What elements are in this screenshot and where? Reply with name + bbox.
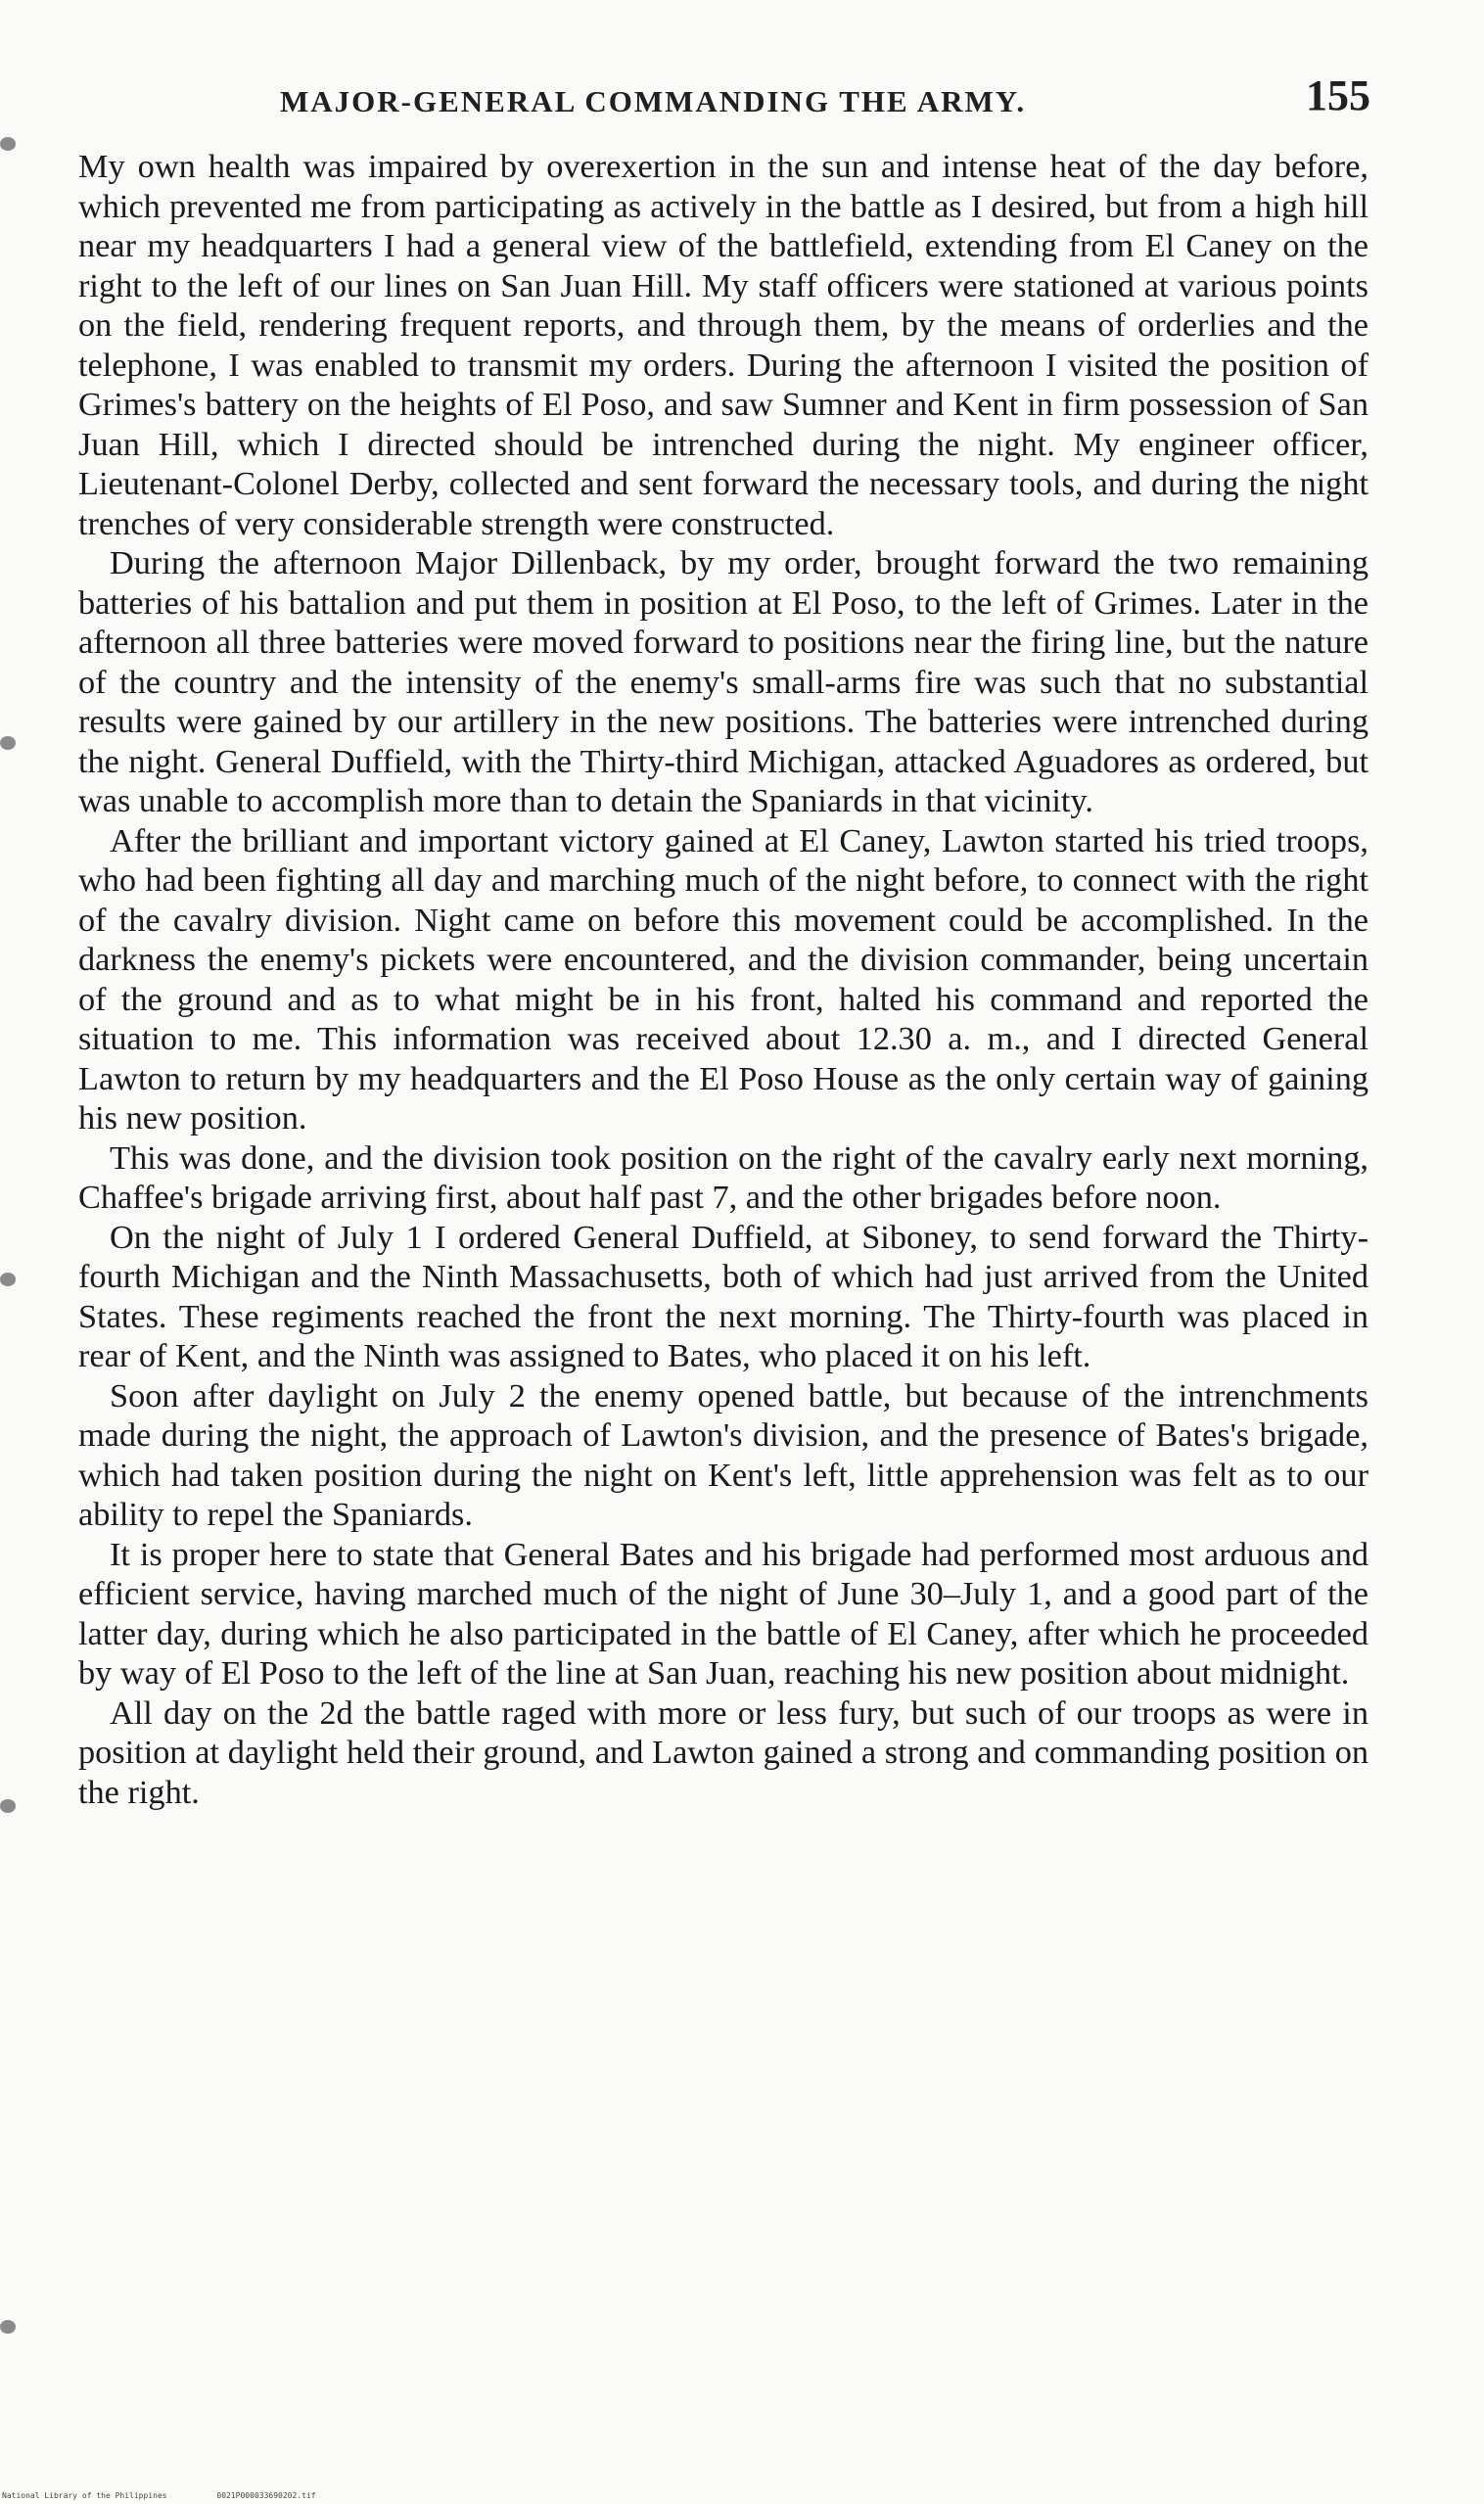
margin-speck: [0, 137, 16, 151]
body-text: [78, 147, 1368, 2437]
margin-speck: [0, 1799, 16, 1813]
scan-footer: [0, 2488, 1484, 2504]
paragraph-1: My own health was impaired by overexertion in the sun and intense heat of the day before, which prevented me from participating as actively in the battle as I desired, but from a high hill near my headquarters I had a general view of the battlefield, extending from El Caney on the right to the left of our lines on San Juan Hill. My staff officers were stationed at various points on the field, rendering frequent reports, and through them, by the means of orderlies and the telephone, I was enabled to transmit my orders. During the afternoon I visited the position of Grimes's battery on the heights of El Poso, and saw Sumner and Kent in firm possession of San Juan Hill, which I directed should be intrenched during the night. My engineer officer, Lieutenant-Colonel Derby, collected and sent forward the necessary tools, and during the night trenches of very considerable strength were constructed.: [78, 148, 1368, 542]
running-title: MAJOR-GENERAL COMMANDING THE ARMY.: [280, 84, 1027, 118]
page-number: 155: [1306, 71, 1370, 119]
paragraph-4: This was done, and the division took position on the right of the cavalry early next morning, Chaffee's brigade arriving first, about half past 7, and the other brigades before noon.: [78, 1138, 1368, 1216]
paragraph-2: During the afternoon Major Dillenback, by my order, brought forward the two remaining batteries of his battalion and put them in position at El Poso, to the left of Grimes. Later in the afternoon all three batteries were moved forward to positions near the firing line, but the nature of the country and the intensity of the enemy's small-arms fire was such that no substantial results were gained by our artillery in the new positions. The batteries were intrenched during the night. General Duffield, with the Thirty-third Michigan, attacked Aguadores as ordered, but was unable to accomplish more than to detain the Spaniards in that vicinity.: [78, 544, 1368, 819]
margin-speck: [0, 2320, 16, 2334]
running-header: [98, 70, 1370, 129]
footer-library: National Library of the Philippines: [2, 2491, 167, 2500]
margin-speck: [0, 736, 16, 750]
paragraph-8: All day on the 2d the battle raged with more or less fury, but such of our troops as were in position at daylight held their ground, and Lawton gained a strong and commanding position on the right.: [78, 1693, 1368, 1811]
footer-file-id: 0021P000033690202.tif: [216, 2491, 316, 2500]
margin-speck: [0, 1273, 16, 1286]
paragraph-5: On the night of July 1 I ordered General Duffield, at Siboney, to send forward the Thirty-fourth Michigan and the Ninth Massachusetts, both of which had just arrived from the United States. These regiments reached the front the next morning. The Thirty-fourth was placed in rear of Kent, and the Ninth was assigned to Bates, who placed it on his left.: [78, 1218, 1368, 1374]
paragraph-6: Soon after daylight on July 2 the enemy opened battle, but because of the intrenchments made during the night, the approach of Lawton's division, and the presence of Bates's brigade, which had taken position during the night on Kent's left, little apprehension was felt as to our ability to repel the Spaniards.: [78, 1376, 1368, 1533]
paragraph-7: It is proper here to state that General Bates and his brigade had performed most arduous and efficient service, having marched much of the night of June 30–July 1, and a good part of the latter day, during which he also participated in the battle of El Caney, after which he proceeded by way of El Poso to the left of the line at San Juan, reaching his new position about midnight.: [78, 1535, 1368, 1692]
paragraph-3: After the brilliant and important victory gained at El Caney, Lawton started his tried troops, who had been fighting all day and marching much of the night before, to connect with the right of the cavalry division. Night came on before this movement could be accomplished. In the darkness the enemy's pickets were encountered, and the division commander, being uncertain of the ground and as to what might be in his front, halted his command and reported the situation to me. This information was received about 12.30 a. m., and I directed General Lawton to return by my headquarters and the El Poso House as the only certain way of gaining his new position.: [78, 821, 1368, 1136]
